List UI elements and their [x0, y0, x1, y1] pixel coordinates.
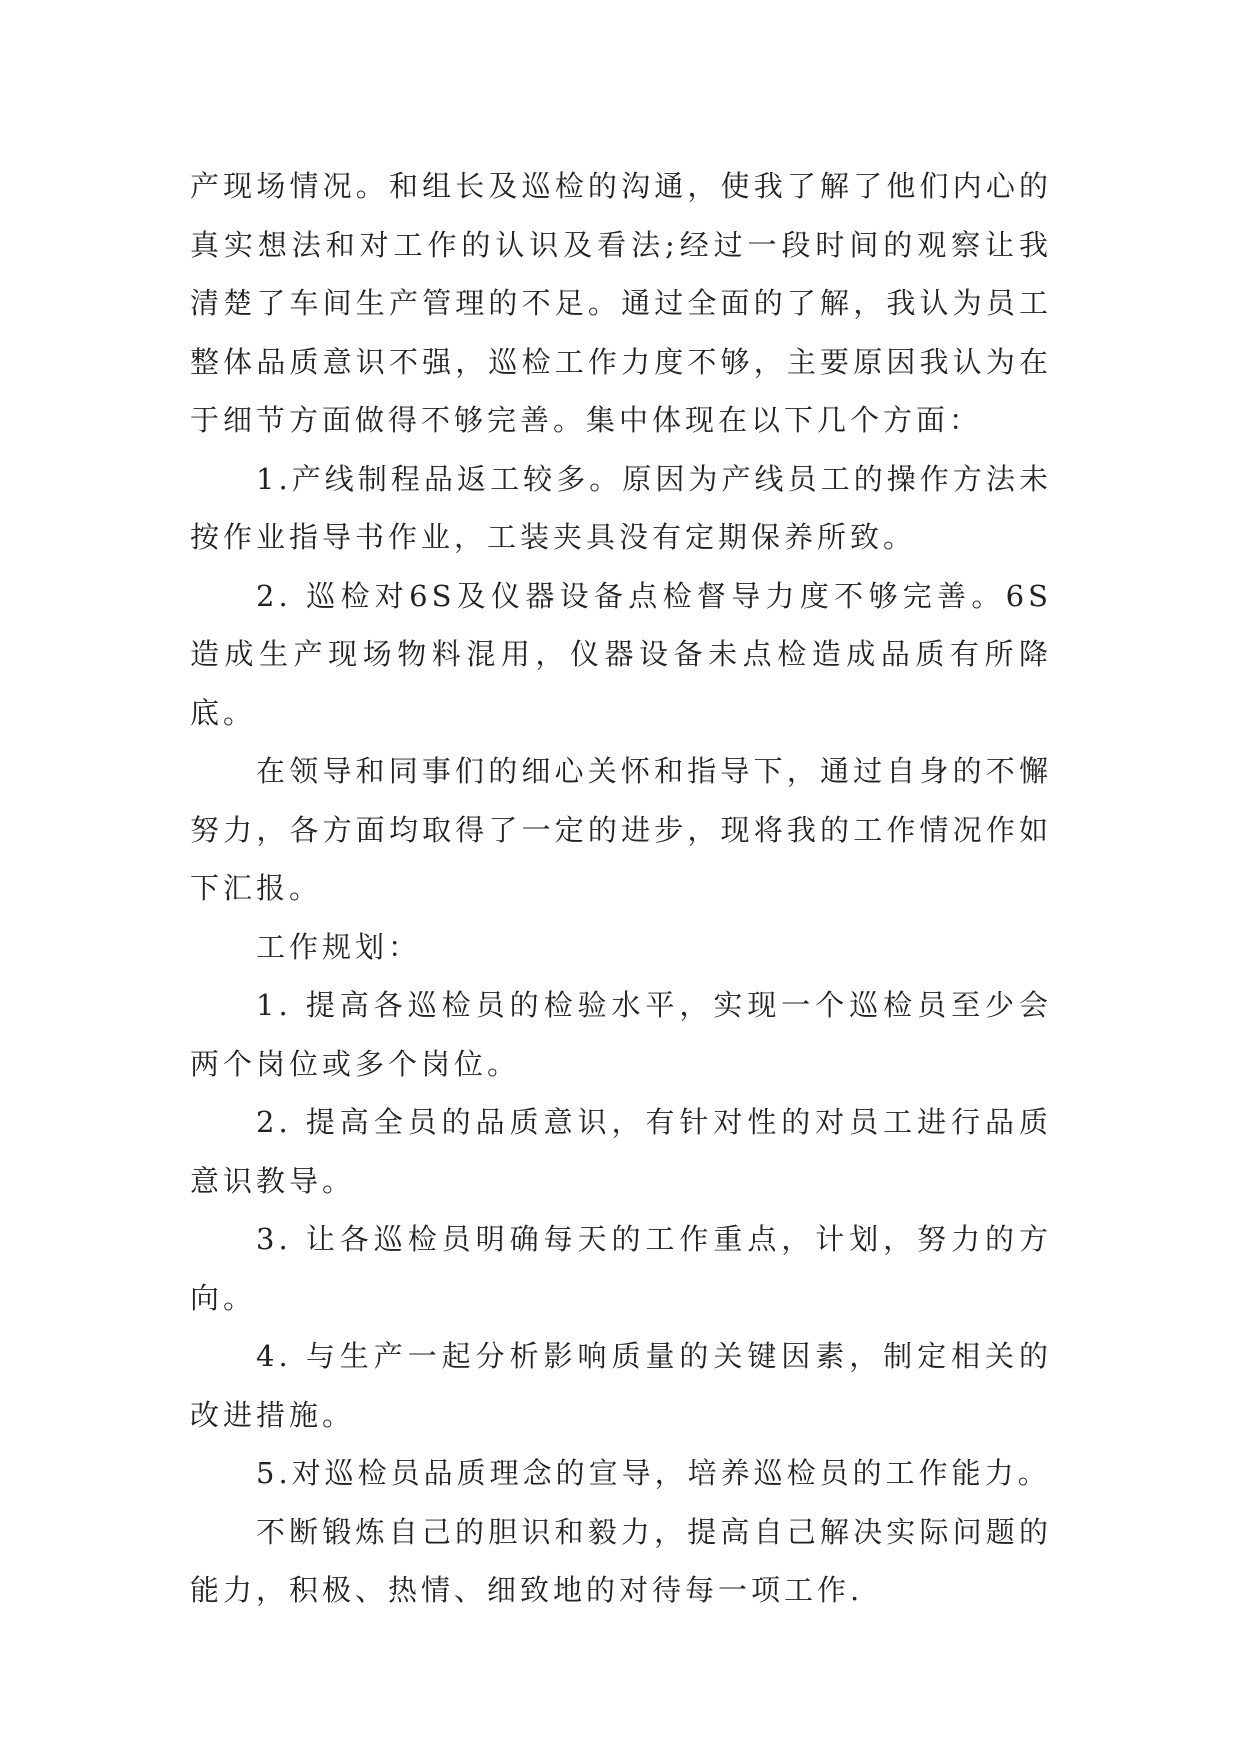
paragraph-issue-1: 1.产线制程品返工较多。原因为产线员工的操作方法未按作业指导书作业，工装夹具没有定期保养所致。 [190, 461, 1052, 554]
section-heading-work-plan: 工作规划： [256, 929, 422, 964]
paragraph-plan-4: 4. 与生产一起分析影响质量的关键因素，制定相关的改进措施。 [190, 1339, 1052, 1432]
paragraph-summary: 在领导和同事们的细心关怀和指导下，通过自身的不懈努力，各方面均取得了一定的进步，现将我的工作情况作如下汇报。 [190, 754, 1052, 905]
paragraph-plan-2: 2. 提高全员的品质意识，有针对性的对员工进行品质意识教导。 [190, 1105, 1052, 1198]
paragraph-plan-5: 5.对巡检员品质理念的宣导，培养巡检员的工作能力。 [256, 1456, 1051, 1490]
document-body [190, 157, 1052, 1620]
paragraph-issue-2: 2. 巡检对6S及仪器设备点检督导力度不够完善。6S造成生产现场物料混用，仪器设备未点检造成品质有所降底。 [190, 578, 1052, 730]
paragraph-intro: 产现场情况。和组长及巡检的沟通，使我了解了他们内心的真实想法和对工作的认识及看法;经过一段时间的观察让我清楚了车间生产管理的不足。通过全面的了解，我认为员工整体品质意识不强，巡检工作力度不够，主要原因我认为在于细节方面做得不够完善。集中体现在以下几个方面： [190, 169, 1052, 437]
paragraph-plan-3: 3. 让各巡检员明确每天的工作重点，计划，努力的方向。 [190, 1222, 1052, 1315]
paragraph-closing: 不断锻炼自己的胆识和毅力，提高自己解决实际问题的能力，积极、热情、细致地的对待每一项工作. [190, 1514, 1052, 1607]
paragraph-plan-1: 1. 提高各巡检员的检验水平，实现一个巡检员至少会两个岗位或多个岗位。 [190, 988, 1052, 1081]
